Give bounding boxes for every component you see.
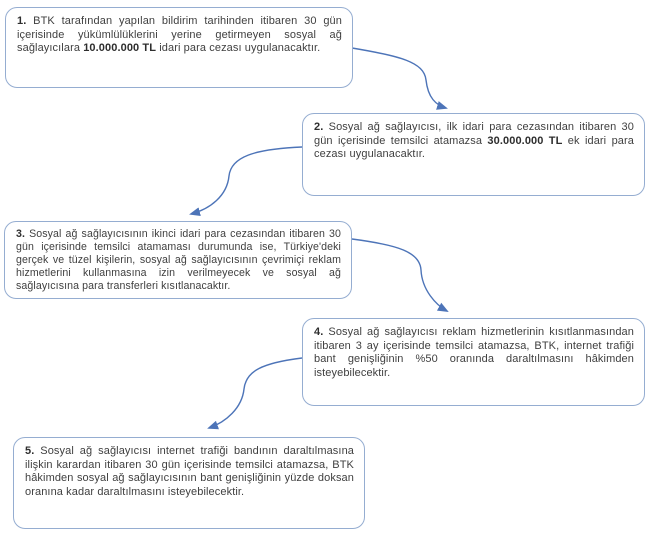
connector-step2-to-step3-arrow: [191, 147, 302, 214]
connector-step4-to-step5-arrow: [209, 358, 302, 428]
step-box-4: 4. Sosyal ağ sağlayıcısı reklam hizmetlerinin kısıtlanmasından itibaren 3 ay içerisinde temsilci atamazsa, BTK, internet trafiği bant genişliğinin %50 oranında daraltılmasını hâkimden isteyebilecektir.: [302, 318, 645, 406]
step-box-5: 5. Sosyal ağ sağlayıcısı internet trafiği bandının daraltılmasına ilişkin karardan itibaren 30 gün içerisinde temsilci atamazsa, BTK hâkimden sosyal ağ sağlayıcısının bant genişliğinin yüzde doksan oranına kadar daraltılmasını isteyebilecektir.: [13, 437, 365, 529]
connector-step1-to-step2-arrow: [352, 48, 446, 108]
connector-step3-to-step4-arrow: [352, 239, 447, 311]
step-box-3: 3. Sosyal ağ sağlayıcısının ikinci idari para cezasından itibaren 30 gün içerisinde temsilci atamaması durumunda ise, Türkiye'deki gerçek ve tüzel kişilerin, sosyal ağ sağlayıcısının çevrimiçi reklam hizmetlerini kullanmasına izin verilmeyecek ve sosyal ağ sağlayıcısına para transferleri kısıtlanacaktır.: [4, 221, 352, 299]
step-box-2: 2. Sosyal ağ sağlayıcısı, ilk idari para cezasından itibaren 30 gün içerisinde temsilci atamazsa 30.000.000 TL ek idari para cezası uygulanacaktır.: [302, 113, 645, 196]
step-box-1: 1. BTK tarafından yapılan bildirim tarihinden itibaren 30 gün içerisinde yükümlülüklerini yerine getirmeyen sosyal ağ sağlayıcılara 10.000.000 TL idari para cezası uygulanacaktır.: [5, 7, 353, 88]
